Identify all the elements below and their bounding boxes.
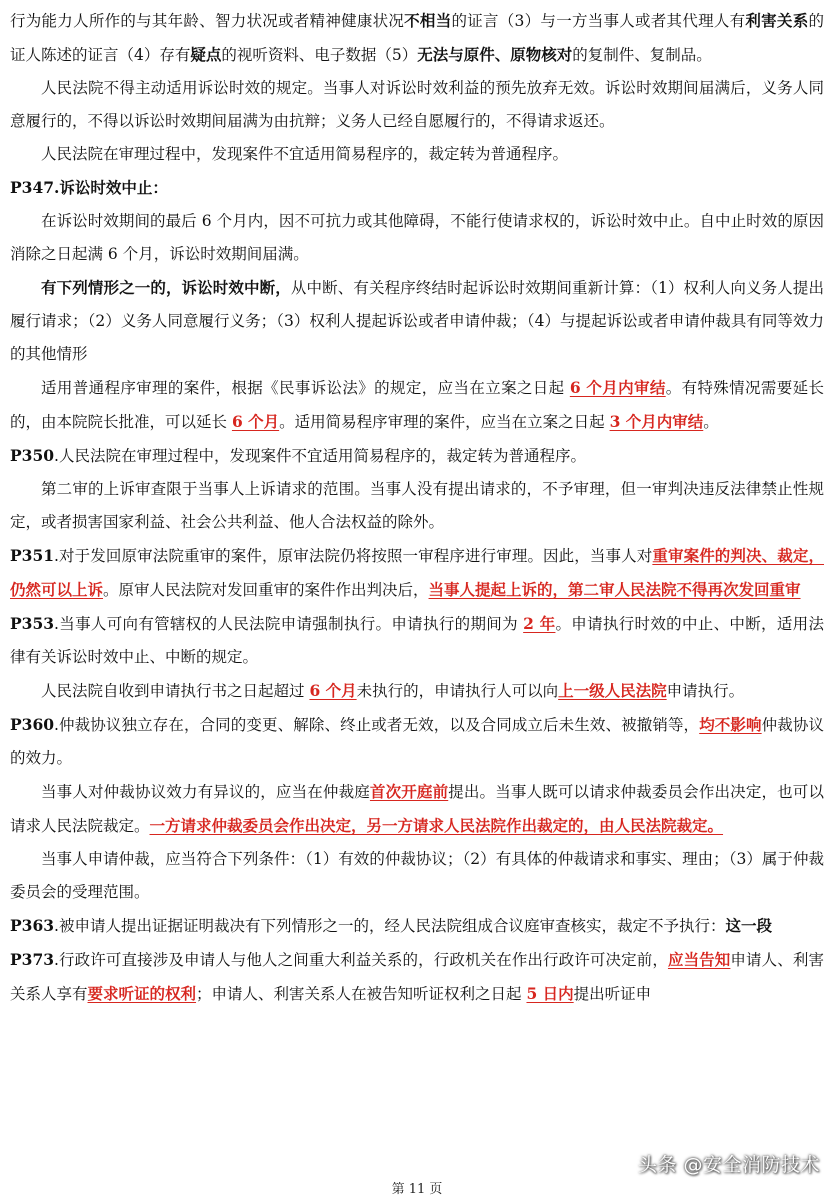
paragraph [10, 909, 824, 943]
text-run: 。原审人民法院对发回重审的案件作出判决后， [103, 581, 429, 599]
bold-text: 利害关系 [745, 11, 809, 30]
text-run: 从中断、有关程序终结时起诉讼时效期间重新计算：（1）权利人向义务人提出履行请求；（2）义务人同意履行义务；（3）权利人提起诉讼或者申请仲裁；（4）与提起诉讼或者申请仲裁具有同等效力的其他情形 [10, 279, 824, 363]
text-run: 提出听证申 [573, 985, 652, 1003]
text-run: .当事人可向有管辖权的人民法院申请强制执行。申请执行的期间为 [54, 615, 524, 633]
highlighted-text: 6 个月内审结 [569, 378, 666, 397]
paragraph [10, 205, 824, 271]
highlighted-text: 重审案件的判决、裁定，仍然可以上诉 [10, 546, 824, 599]
highlighted-text: 要求听证的权利 [87, 984, 197, 1003]
paragraph [10, 473, 824, 539]
highlighted-text: 首次开庭前 [369, 782, 449, 801]
highlighted-text: 5 日内 [526, 984, 574, 1003]
text-run: .仲裁协议独立存在，合同的变更、解除、终止或者无效，以及合同成立后未生效、被撤销等， [54, 716, 700, 734]
text-run: 人民法院自收到申请执行书之日起超过 [41, 682, 310, 700]
paragraph [10, 4, 824, 72]
text-run: 未执行的，申请执行人可以向 [356, 682, 559, 700]
text-run: 申请执行。 [666, 682, 745, 700]
paragraph [10, 607, 824, 674]
text-run: 仲裁协议的效力。 [10, 716, 824, 767]
paragraph [10, 271, 824, 371]
highlighted-text: 应当告知 [667, 950, 731, 969]
bold-text: P351 [10, 546, 55, 565]
bold-text: P347.诉讼时效中止： [10, 178, 168, 197]
text-run: 。 [703, 413, 719, 431]
paragraph [10, 439, 824, 473]
highlighted-text: 一方请求仲裁委员会作出决定，另一方请求人民法院作出裁定的，由人民法院裁定。 [149, 816, 724, 835]
text-run: .被申请人提出证据证明裁决有下列情形之一的，经人民法院组成合议庭审查核实，裁定不予执行： [54, 917, 726, 935]
text-run: 提出。当事人既可以请求仲裁委员会作出决定，也可以请求人民法院裁定。 [10, 783, 824, 835]
highlighted-text: 3 个月内审结 [609, 412, 704, 431]
paragraph [10, 775, 824, 843]
highlighted-text: 当事人提起上诉的，第二审人民法院不得再次发回重审 [428, 580, 801, 599]
watermark: 头条 @安全消防技术 [637, 1154, 820, 1176]
paragraph [10, 708, 824, 775]
bold-text: P350 [10, 446, 55, 465]
bold-text: 这一段 [725, 916, 772, 935]
bold-text: 无法与原件、原物核对 [417, 45, 573, 64]
bold-text: 有下列情形之一的，诉讼时效中断， [41, 278, 291, 297]
page-number: 第 11 页 [391, 1182, 443, 1197]
bold-text: P373 [10, 950, 55, 969]
text-run: 第二审的上诉审查限于当事人上诉请求的范围。当事人没有提出请求的，不予审理，但一审判决违反法律禁止性规定，或者损害国家利益、社会公共利益、他人合法权益的除外。 [10, 480, 824, 531]
text-run: ；申请人、利害关系人在被告知听证权利之日起 [196, 985, 527, 1003]
text-run: 的证人陈述的证言（4）存有 [10, 12, 824, 64]
paragraph [10, 943, 824, 1011]
text-run: 的视听资料、电子数据（5） [221, 46, 418, 64]
paragraph [10, 138, 824, 171]
paragraph [10, 539, 824, 607]
text-run: .行政许可直接涉及申请人与他人之间重大利益关系的，行政机关在作出行政许可决定前， [54, 951, 668, 969]
bold-text: P353 [10, 614, 55, 633]
text-run: 当事人对仲裁协议效力有异议的，应当在仲裁庭 [41, 783, 370, 801]
paragraph [10, 171, 824, 205]
bold-text: 疑点 [190, 45, 222, 64]
paragraph [10, 843, 824, 909]
text-run: 的证言（3）与一方当事人或者其代理人有 [451, 12, 746, 30]
text-run: 人民法院不得主动适用诉讼时效的规定。当事人对诉讼时效利益的预先放弃无效。诉讼时效期间届满后，义务人同意履行的，不得以诉讼时效期间届满为由抗辩；义务人已经自愿履行的，不得请求返还。 [10, 79, 824, 130]
bold-text: 不相当 [404, 11, 452, 30]
text-run: 的复制件、复制品。 [572, 46, 712, 64]
text-run: 。申请执行时效的中止、中断，适用法律有关诉讼时效中止、中断的规定。 [10, 615, 824, 666]
bold-text: P363 [10, 916, 55, 935]
paragraph [10, 371, 824, 439]
highlighted-text: 6 个月 [309, 681, 357, 700]
paragraph [10, 72, 824, 138]
document-page [10, 4, 824, 1011]
text-run: 当事人申请仲裁，应当符合下列条件：（1）有效的仲裁协议；（2）有具体的仲裁请求和事实、理由；（3）属于仲裁委员会的受理范围。 [10, 850, 824, 901]
text-run: 人民法院在审理过程中，发现案件不宜适用简易程序的，裁定转为普通程序。 [41, 145, 569, 163]
text-run: 。有特殊情况需要延长的，由本院院长批准，可以延长 [10, 379, 824, 431]
text-run: 申请人、利害关系人享有 [10, 951, 824, 1003]
paragraph [10, 674, 824, 708]
highlighted-text: 均不影响 [699, 715, 762, 734]
text-run: 行为能力人所作的与其年龄、智力状况或者精神健康状况 [10, 12, 405, 30]
text-run: .对于发回原审法院重审的案件，原审法院仍将按照一审程序进行审理。因此，当事人对 [54, 547, 653, 565]
highlighted-text: 上一级人民法院 [558, 681, 667, 700]
text-run: 。适用简易程序审理的案件，应当在立案之日起 [279, 413, 610, 431]
highlighted-text: 6 个月 [231, 412, 280, 431]
text-run: 适用普通程序审理的案件，根据《民事诉讼法》的规定，应当在立案之日起 [41, 379, 570, 397]
text-run: .人民法院在审理过程中，发现案件不宜适用简易程序的，裁定转为普通程序。 [54, 447, 586, 465]
text-run: 在诉讼时效期间的最后 6 个月内，因不可抗力或其他障碍，不能行使请求权的，诉讼时效中止。自中止时效的原因消除之日起满 6 个月，诉讼时效期间届满。 [10, 212, 824, 263]
highlighted-text: 2 年 [523, 614, 556, 633]
bold-text: P360 [10, 715, 55, 734]
